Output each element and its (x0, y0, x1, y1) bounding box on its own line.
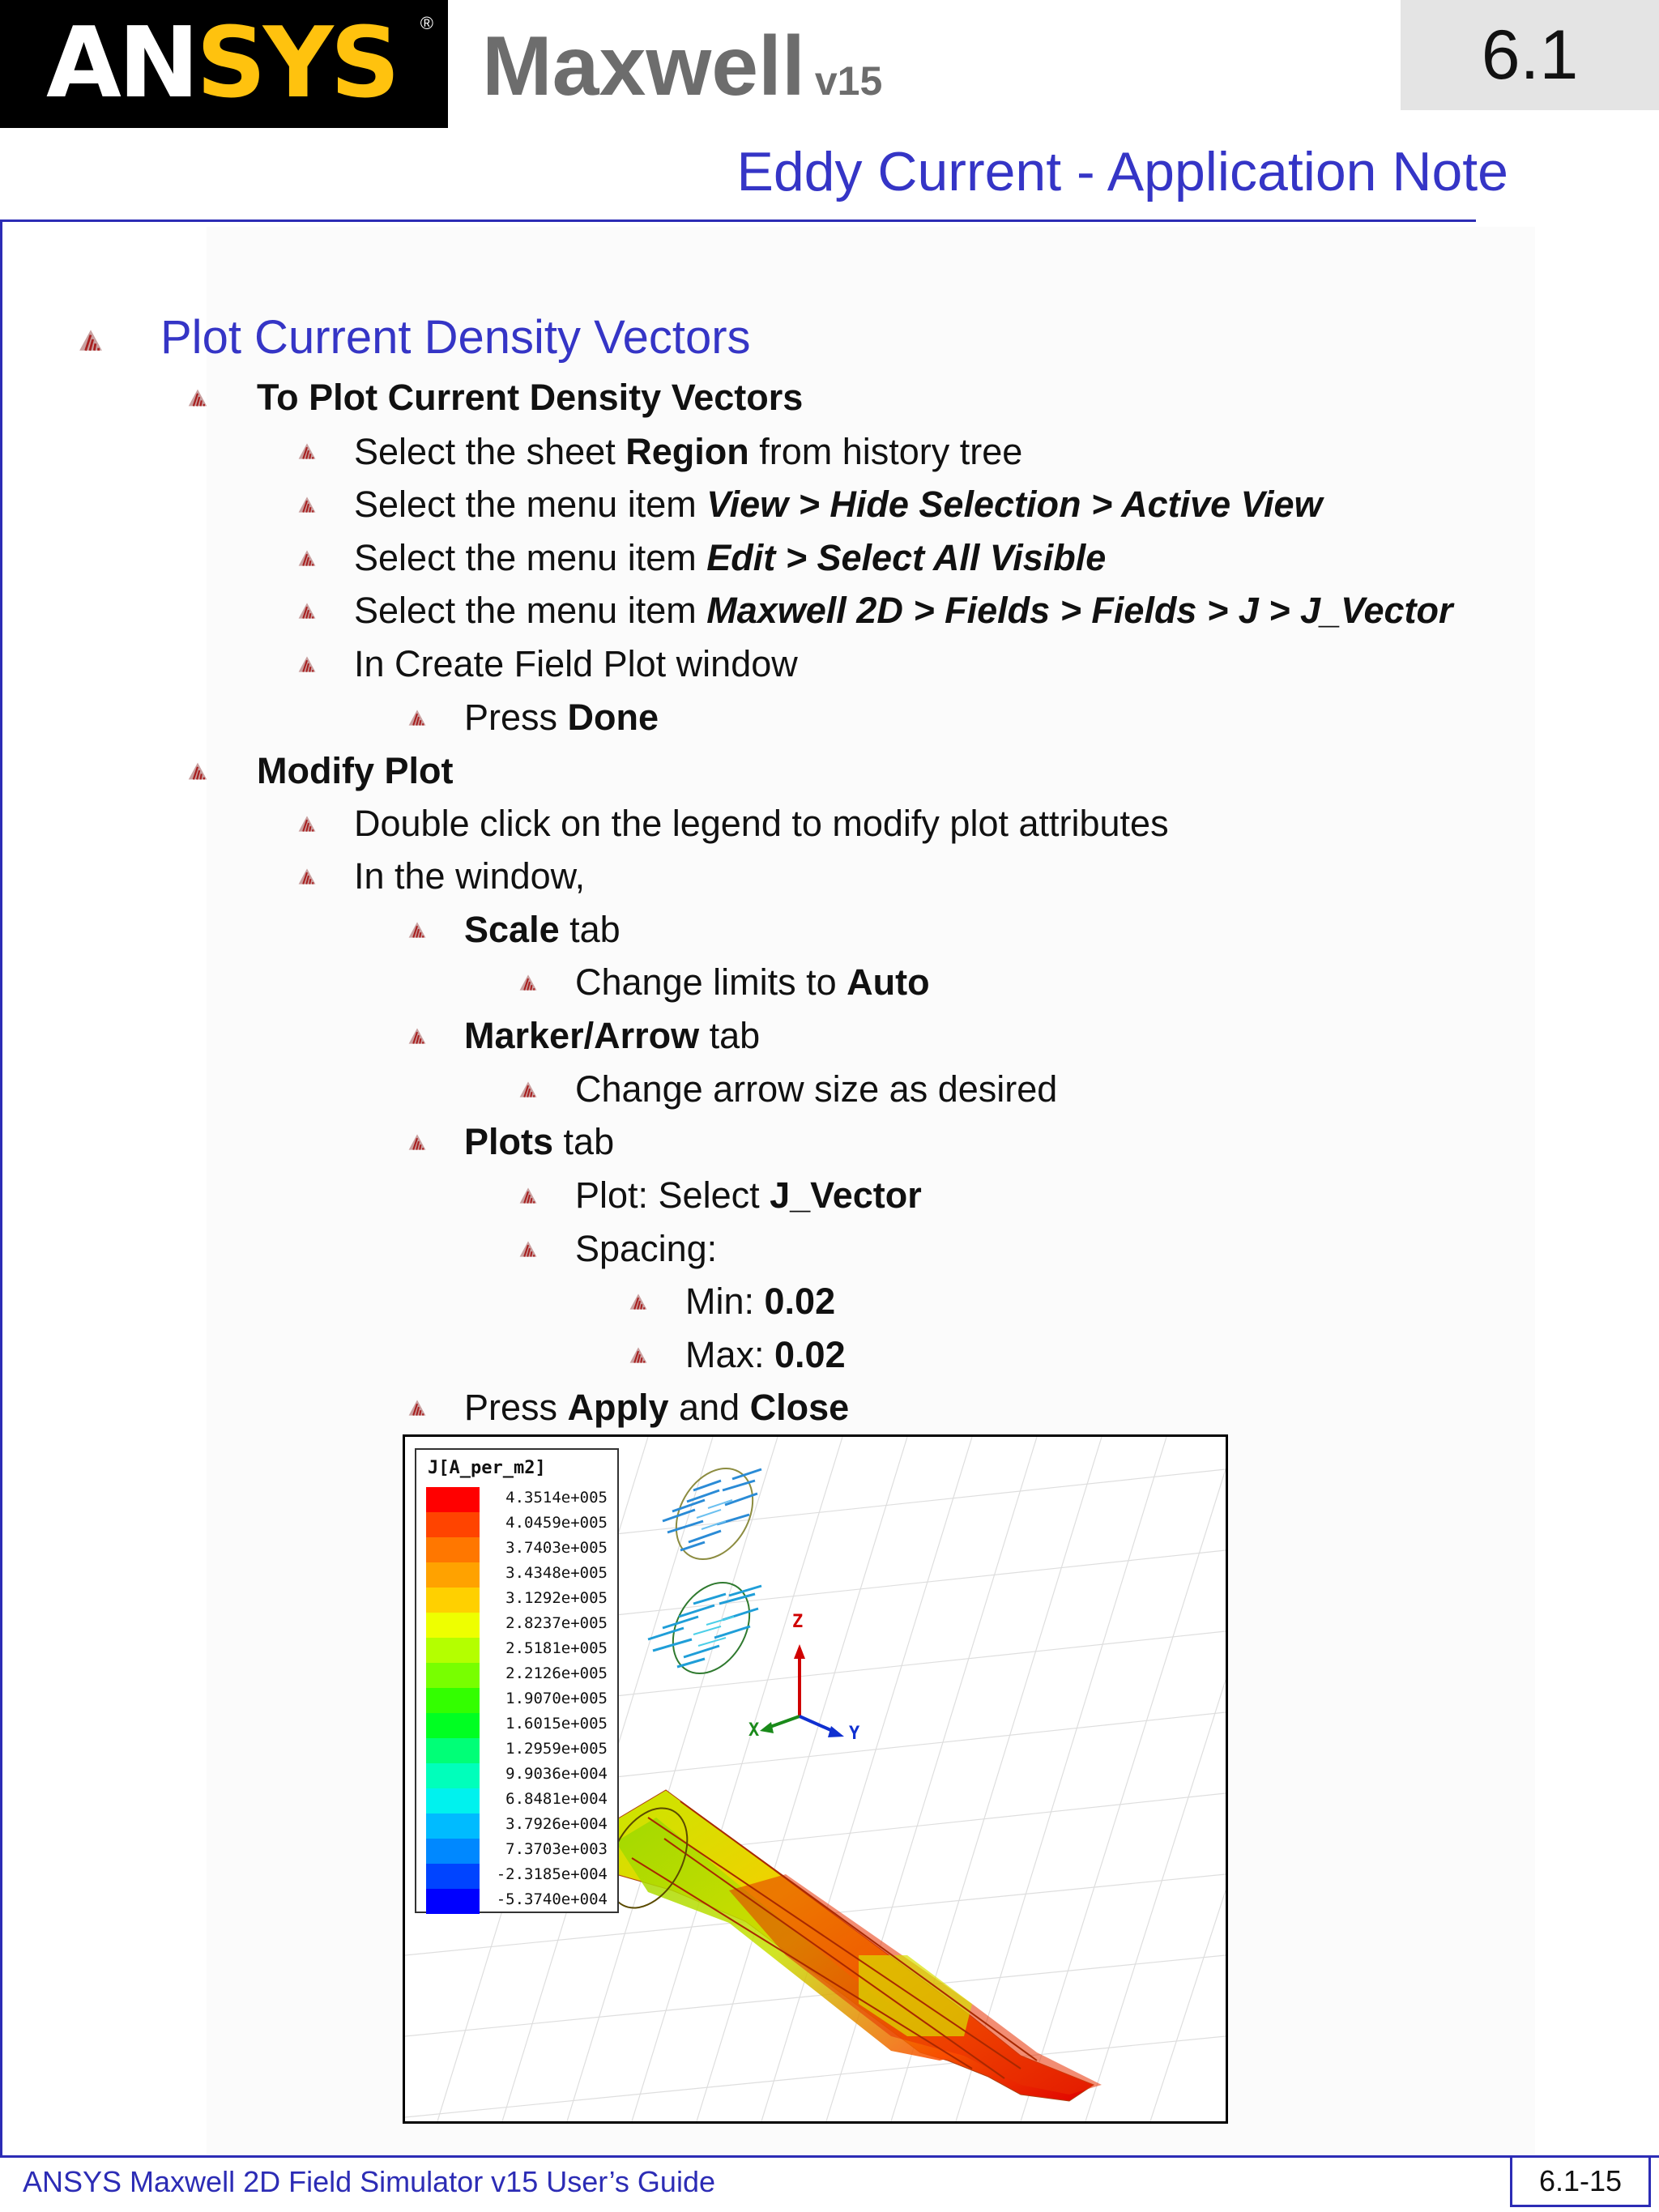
step-press-done: Press Done (464, 697, 659, 738)
legend-row (426, 1638, 612, 1663)
bullet-icon (518, 1186, 538, 1205)
bullet-icon (407, 1398, 427, 1417)
frame-left-rule (0, 219, 2, 2158)
bullet-icon (297, 867, 317, 886)
legend-title: J[A_per_m2] (428, 1458, 546, 1478)
step-arrow-size: Change arrow size as desired (575, 1068, 1058, 1110)
bullet-icon (297, 814, 317, 833)
bullet-icon (518, 1080, 538, 1099)
axis-label-x: X (748, 1720, 760, 1741)
legend-swatch (426, 1512, 480, 1537)
step-change-limits: Change limits to Auto (575, 961, 930, 1003)
legend-row (426, 1487, 612, 1512)
legend-value: 3.7926e+004 (505, 1815, 608, 1833)
bullet-icon (187, 387, 208, 408)
legend-row (426, 1813, 612, 1839)
legend-value: 4.0459e+005 (505, 1514, 608, 1532)
legend-swatch (426, 1788, 480, 1813)
step-select-all: Select the menu item Edit > Select All Visible (354, 537, 1107, 578)
bullet-icon (407, 708, 427, 727)
legend-row (426, 1537, 612, 1562)
axis-label-z: Z (792, 1612, 804, 1632)
bullet-icon (297, 654, 317, 674)
bullet-icon (297, 495, 317, 514)
legend-value: 1.9070e+005 (505, 1690, 608, 1707)
bullet-icon (187, 761, 208, 782)
legend-swatch (426, 1663, 480, 1688)
bullet-icon (297, 601, 317, 620)
legend-swatch (426, 1889, 480, 1914)
bullet-icon (407, 1026, 427, 1046)
product-title (482, 19, 883, 113)
legend-row (426, 1562, 612, 1588)
footer-guide-title: ANSYS Maxwell 2D Field Simulator v15 User’s Guide (23, 2165, 715, 2198)
step-marker-arrow-tab: Marker/Arrow tab (464, 1015, 761, 1056)
ansys-logo (0, 0, 448, 128)
legend-swatch (426, 1813, 480, 1839)
page-number: 6.1-15 (1538, 2164, 1623, 2197)
bullet-icon (78, 327, 104, 353)
bullet-icon (407, 920, 427, 940)
bullet-icon (518, 973, 538, 992)
legend-swatch (426, 1738, 480, 1763)
step-select-region: Select the sheet Region from history tree (354, 431, 1023, 472)
legend-value: 3.1292e+005 (505, 1589, 608, 1607)
legend-swatch (426, 1839, 480, 1864)
step-double-click-legend: Double click on the legend to modify plot attributes (354, 803, 1169, 844)
section-badge (1401, 0, 1659, 110)
frame-top-rule (0, 219, 1476, 222)
legend-swatch (426, 1688, 480, 1713)
legend-row (426, 1788, 612, 1813)
step-press-apply-close: Press Apply and Close (464, 1387, 850, 1428)
legend-value: 6.8481e+004 (505, 1790, 608, 1808)
product-name: Maxwell (482, 19, 805, 113)
legend-swatch (426, 1864, 480, 1889)
legend-swatch (426, 1638, 480, 1663)
logo-wordmark: ANSYS (45, 7, 398, 120)
subheading-modify-plot: Modify Plot (257, 750, 454, 791)
page-subtitle: Eddy Current - Application Note (736, 141, 1508, 202)
legend-value: 1.2959e+005 (505, 1740, 608, 1758)
step-scale-tab: Scale tab (464, 909, 621, 950)
bullet-icon (518, 1239, 538, 1259)
bullet-icon (407, 1132, 427, 1152)
bullet-icon (297, 548, 317, 568)
step-spacing-max: Max: 0.02 (685, 1334, 846, 1375)
legend-value: 7.3703e+003 (505, 1840, 608, 1858)
legend-row (426, 1889, 612, 1914)
legend-row (426, 1839, 612, 1864)
legend-row (426, 1663, 612, 1688)
step-create-field-plot: In Create Field Plot window (354, 643, 798, 684)
legend-row (426, 1512, 612, 1537)
color-legend[interactable] (415, 1448, 619, 1913)
axis-label-y: Y (849, 1724, 860, 1744)
legend-row (426, 1713, 612, 1738)
legend-value: 2.2126e+005 (505, 1664, 608, 1682)
registered-mark: ® (420, 13, 433, 33)
bullet-icon (629, 1292, 648, 1311)
step-hide-selection: Select the menu item View > Hide Selection > Active View (354, 484, 1323, 525)
section-heading: Plot Current Density Vectors (160, 311, 751, 364)
step-plot-select: Plot: Select J_Vector (575, 1174, 922, 1216)
step-spacing-min: Min: 0.02 (685, 1281, 836, 1322)
legend-value: -5.3740e+004 (496, 1890, 608, 1908)
subheading-to-plot: To Plot Current Density Vectors (257, 377, 804, 418)
frame-bottom-rule (0, 2155, 1659, 2158)
bullet-icon (297, 441, 317, 461)
field-plot-figure (403, 1434, 1228, 2124)
legend-row (426, 1588, 612, 1613)
legend-swatch (426, 1562, 480, 1588)
legend-swatch (426, 1588, 480, 1613)
legend-value: -2.3185e+004 (496, 1865, 608, 1883)
step-spacing: Spacing: (575, 1228, 718, 1269)
legend-value: 2.8237e+005 (505, 1614, 608, 1632)
legend-value: 3.7403e+005 (505, 1539, 608, 1557)
legend-swatch (426, 1487, 480, 1512)
legend-value: 3.4348e+005 (505, 1564, 608, 1582)
legend-row (426, 1763, 612, 1788)
axis-triad (760, 1644, 844, 1737)
page-number-box (1510, 2155, 1651, 2207)
legend-row (426, 1738, 612, 1763)
legend-row (426, 1613, 612, 1638)
legend-row (426, 1864, 612, 1889)
legend-swatch (426, 1713, 480, 1738)
legend-swatch (426, 1537, 480, 1562)
legend-value: 9.9036e+004 (505, 1765, 608, 1783)
bullet-icon (629, 1345, 648, 1365)
legend-value: 1.6015e+005 (505, 1715, 608, 1733)
step-in-window: In the window, (354, 855, 586, 897)
product-version: v15 (814, 58, 883, 104)
step-j-vector-menu: Select the menu item Maxwell 2D > Fields > Fields > J > J_Vector (354, 590, 1453, 631)
legend-swatch (426, 1613, 480, 1638)
legend-value: 2.5181e+005 (505, 1639, 608, 1657)
section-number: 6.1 (1481, 15, 1579, 94)
legend-swatch (426, 1763, 480, 1788)
step-plots-tab: Plots tab (464, 1121, 615, 1162)
legend-value: 4.3514e+005 (505, 1489, 608, 1507)
legend-row (426, 1688, 612, 1713)
